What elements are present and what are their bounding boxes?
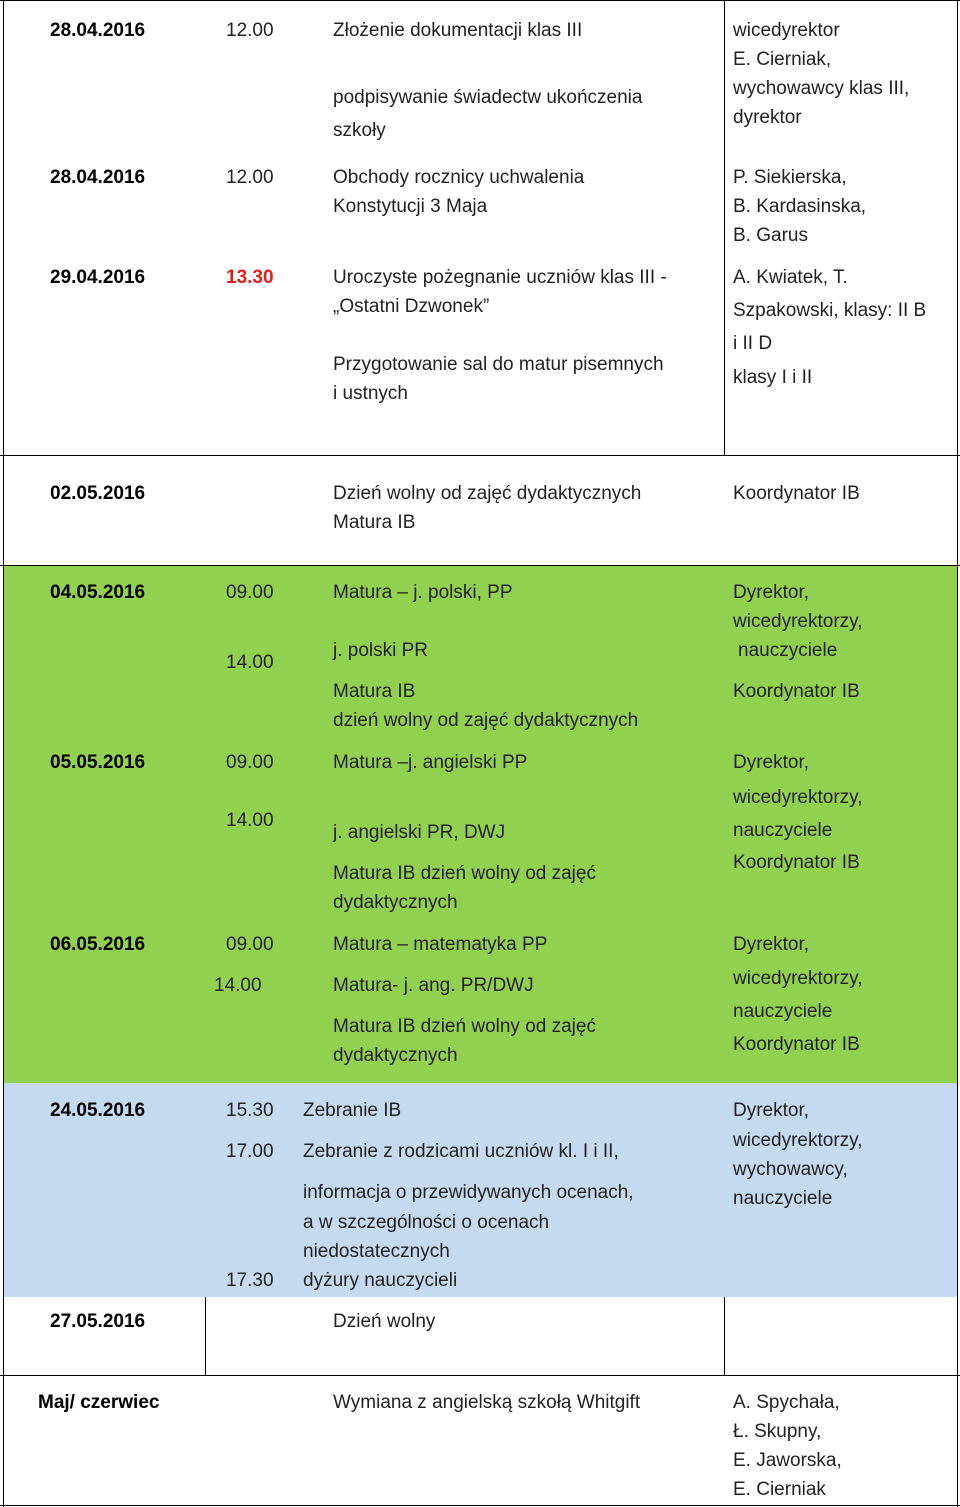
grid-line: [0, 455, 960, 456]
row-time: 14.00: [214, 975, 262, 996]
row-event: Złożenie dokumentacji klas III: [333, 20, 583, 41]
row-responsible: Dyrektor,: [733, 1100, 810, 1121]
row-event: j. angielski PR, DWJ: [333, 822, 506, 843]
row-time: 15.30: [226, 1100, 274, 1121]
row-event: Matura –j. angielski PP: [333, 752, 528, 773]
row-time: 09.00: [226, 752, 274, 773]
row-event: i ustnych: [333, 383, 408, 404]
grid-line: [724, 1297, 725, 1375]
grid-line: [0, 1505, 960, 1506]
row-event: Matura IB: [333, 681, 416, 702]
row-time: 09.00: [226, 582, 274, 603]
row-responsible: B. Kardasinska,: [733, 196, 867, 217]
row-date: 28.04.2016: [50, 167, 146, 188]
row-responsible: Ł. Skupny,: [733, 1421, 822, 1442]
row-date: 06.05.2016: [50, 934, 146, 955]
row-time: 14.00: [226, 810, 274, 831]
row-event: dydaktycznych: [333, 892, 458, 913]
row-event: a w szczególności o ocenach: [303, 1212, 550, 1233]
row-event: Matura IB: [333, 512, 416, 533]
row-event: dzień wolny od zajęć dydaktycznych: [333, 710, 639, 731]
row-responsible: E. Jaworska,: [733, 1450, 842, 1471]
row-event: Przygotowanie sal do matur pisemnych: [333, 354, 664, 375]
row-date: 05.05.2016: [50, 752, 146, 773]
row-responsible: nauczyciele: [738, 640, 838, 661]
row-responsible: nauczyciele: [733, 820, 833, 841]
row-responsible: Dyrektor,: [733, 934, 810, 955]
row-event: Wymiana z angielską szkołą Whitgift: [333, 1392, 641, 1413]
row-responsible: A. Spychała,: [733, 1392, 840, 1413]
row-event: niedostatecznych: [303, 1241, 450, 1262]
row-event: j. polski PR: [333, 640, 429, 661]
row-event: Zebranie IB: [303, 1100, 402, 1121]
grid-line: [724, 0, 725, 455]
row-date: 24.05.2016: [50, 1100, 146, 1121]
row-responsible: E. Cierniak,: [733, 49, 832, 70]
row-time: 17.00: [226, 1141, 274, 1162]
row-time: 13.30: [226, 267, 274, 288]
row-event: Matura IB dzień wolny od zajęć: [333, 863, 596, 884]
row-event: Obchody rocznicy uchwalenia: [333, 167, 585, 188]
grid-line: [0, 1375, 960, 1376]
row-responsible: Koordynator IB: [733, 483, 860, 504]
row-time: 17.30: [226, 1270, 274, 1291]
row-event: podpisywanie świadectw ukończenia: [333, 87, 643, 108]
row-responsible: wychowawcy,: [733, 1159, 848, 1180]
row-time: 09.00: [226, 934, 274, 955]
row-responsible: wicedyrektorzy,: [733, 787, 863, 808]
row-responsible: Dyrektor,: [733, 752, 810, 773]
row-responsible: klasy I i II: [733, 367, 813, 388]
row-date: 04.05.2016: [50, 582, 146, 603]
row-event: Zebranie z rodzicami uczniów kl. I i II,: [303, 1141, 619, 1162]
grid-line: [957, 0, 958, 1507]
row-event: Matura – j. polski, PP: [333, 582, 513, 603]
row-date: 28.04.2016: [50, 20, 146, 41]
row-responsible: Szpakowski, klasy: II B: [733, 300, 927, 321]
row-event: Konstytucji 3 Maja: [333, 196, 488, 217]
row-event: informacja o przewidywanych ocenach,: [303, 1182, 634, 1203]
grid-line: [205, 1297, 206, 1375]
row-time: 12.00: [226, 20, 274, 41]
row-date: Maj/ czerwiec: [38, 1392, 160, 1413]
row-responsible: i II D: [733, 333, 773, 354]
grid-line: [3, 0, 4, 1507]
row-event: Matura- j. ang. PR/DWJ: [333, 975, 534, 996]
row-event: dydaktycznych: [333, 1045, 458, 1066]
row-responsible: P. Siekierska,: [733, 167, 847, 188]
row-responsible: B. Garus: [733, 225, 808, 246]
row-responsible: wychowawcy klas III,: [733, 78, 910, 99]
row-responsible: wicedyrektorzy,: [733, 968, 863, 989]
row-responsible: Koordynator IB: [733, 1034, 860, 1055]
row-responsible: wicedyrektorzy,: [733, 611, 863, 632]
row-responsible: nauczyciele: [733, 1001, 833, 1022]
row-responsible: E. Cierniak: [733, 1479, 826, 1500]
grid-line: [0, 0, 960, 1]
row-event: Uroczyste pożegnanie uczniów klas III -: [333, 267, 667, 288]
row-event: Matura – matematyka PP: [333, 934, 548, 955]
row-responsible: wicedyrektor: [733, 20, 840, 41]
row-responsible: nauczyciele: [733, 1188, 833, 1209]
row-responsible: Koordynator IB: [733, 852, 860, 873]
row-time: 12.00: [226, 167, 274, 188]
grid-line: [0, 565, 960, 566]
row-responsible: Dyrektor,: [733, 582, 810, 603]
row-event: „Ostatni Dzwonek”: [333, 296, 490, 317]
row-time: 14.00: [226, 652, 274, 673]
row-date: 27.05.2016: [50, 1311, 146, 1332]
row-responsible: A. Kwiatek, T.: [733, 267, 848, 288]
row-date: 29.04.2016: [50, 267, 146, 288]
row-responsible: Koordynator IB: [733, 681, 860, 702]
row-event: Dzień wolny: [333, 1311, 436, 1332]
row-responsible: wicedyrektorzy,: [733, 1130, 863, 1151]
row-event: Dzień wolny od zajęć dydaktycznych: [333, 483, 642, 504]
row-event: szkoły: [333, 120, 386, 141]
row-responsible: dyrektor: [733, 107, 802, 128]
row-event: dyżury nauczycieli: [303, 1270, 458, 1291]
row-event: Matura IB dzień wolny od zajęć: [333, 1016, 596, 1037]
row-date: 02.05.2016: [50, 483, 146, 504]
